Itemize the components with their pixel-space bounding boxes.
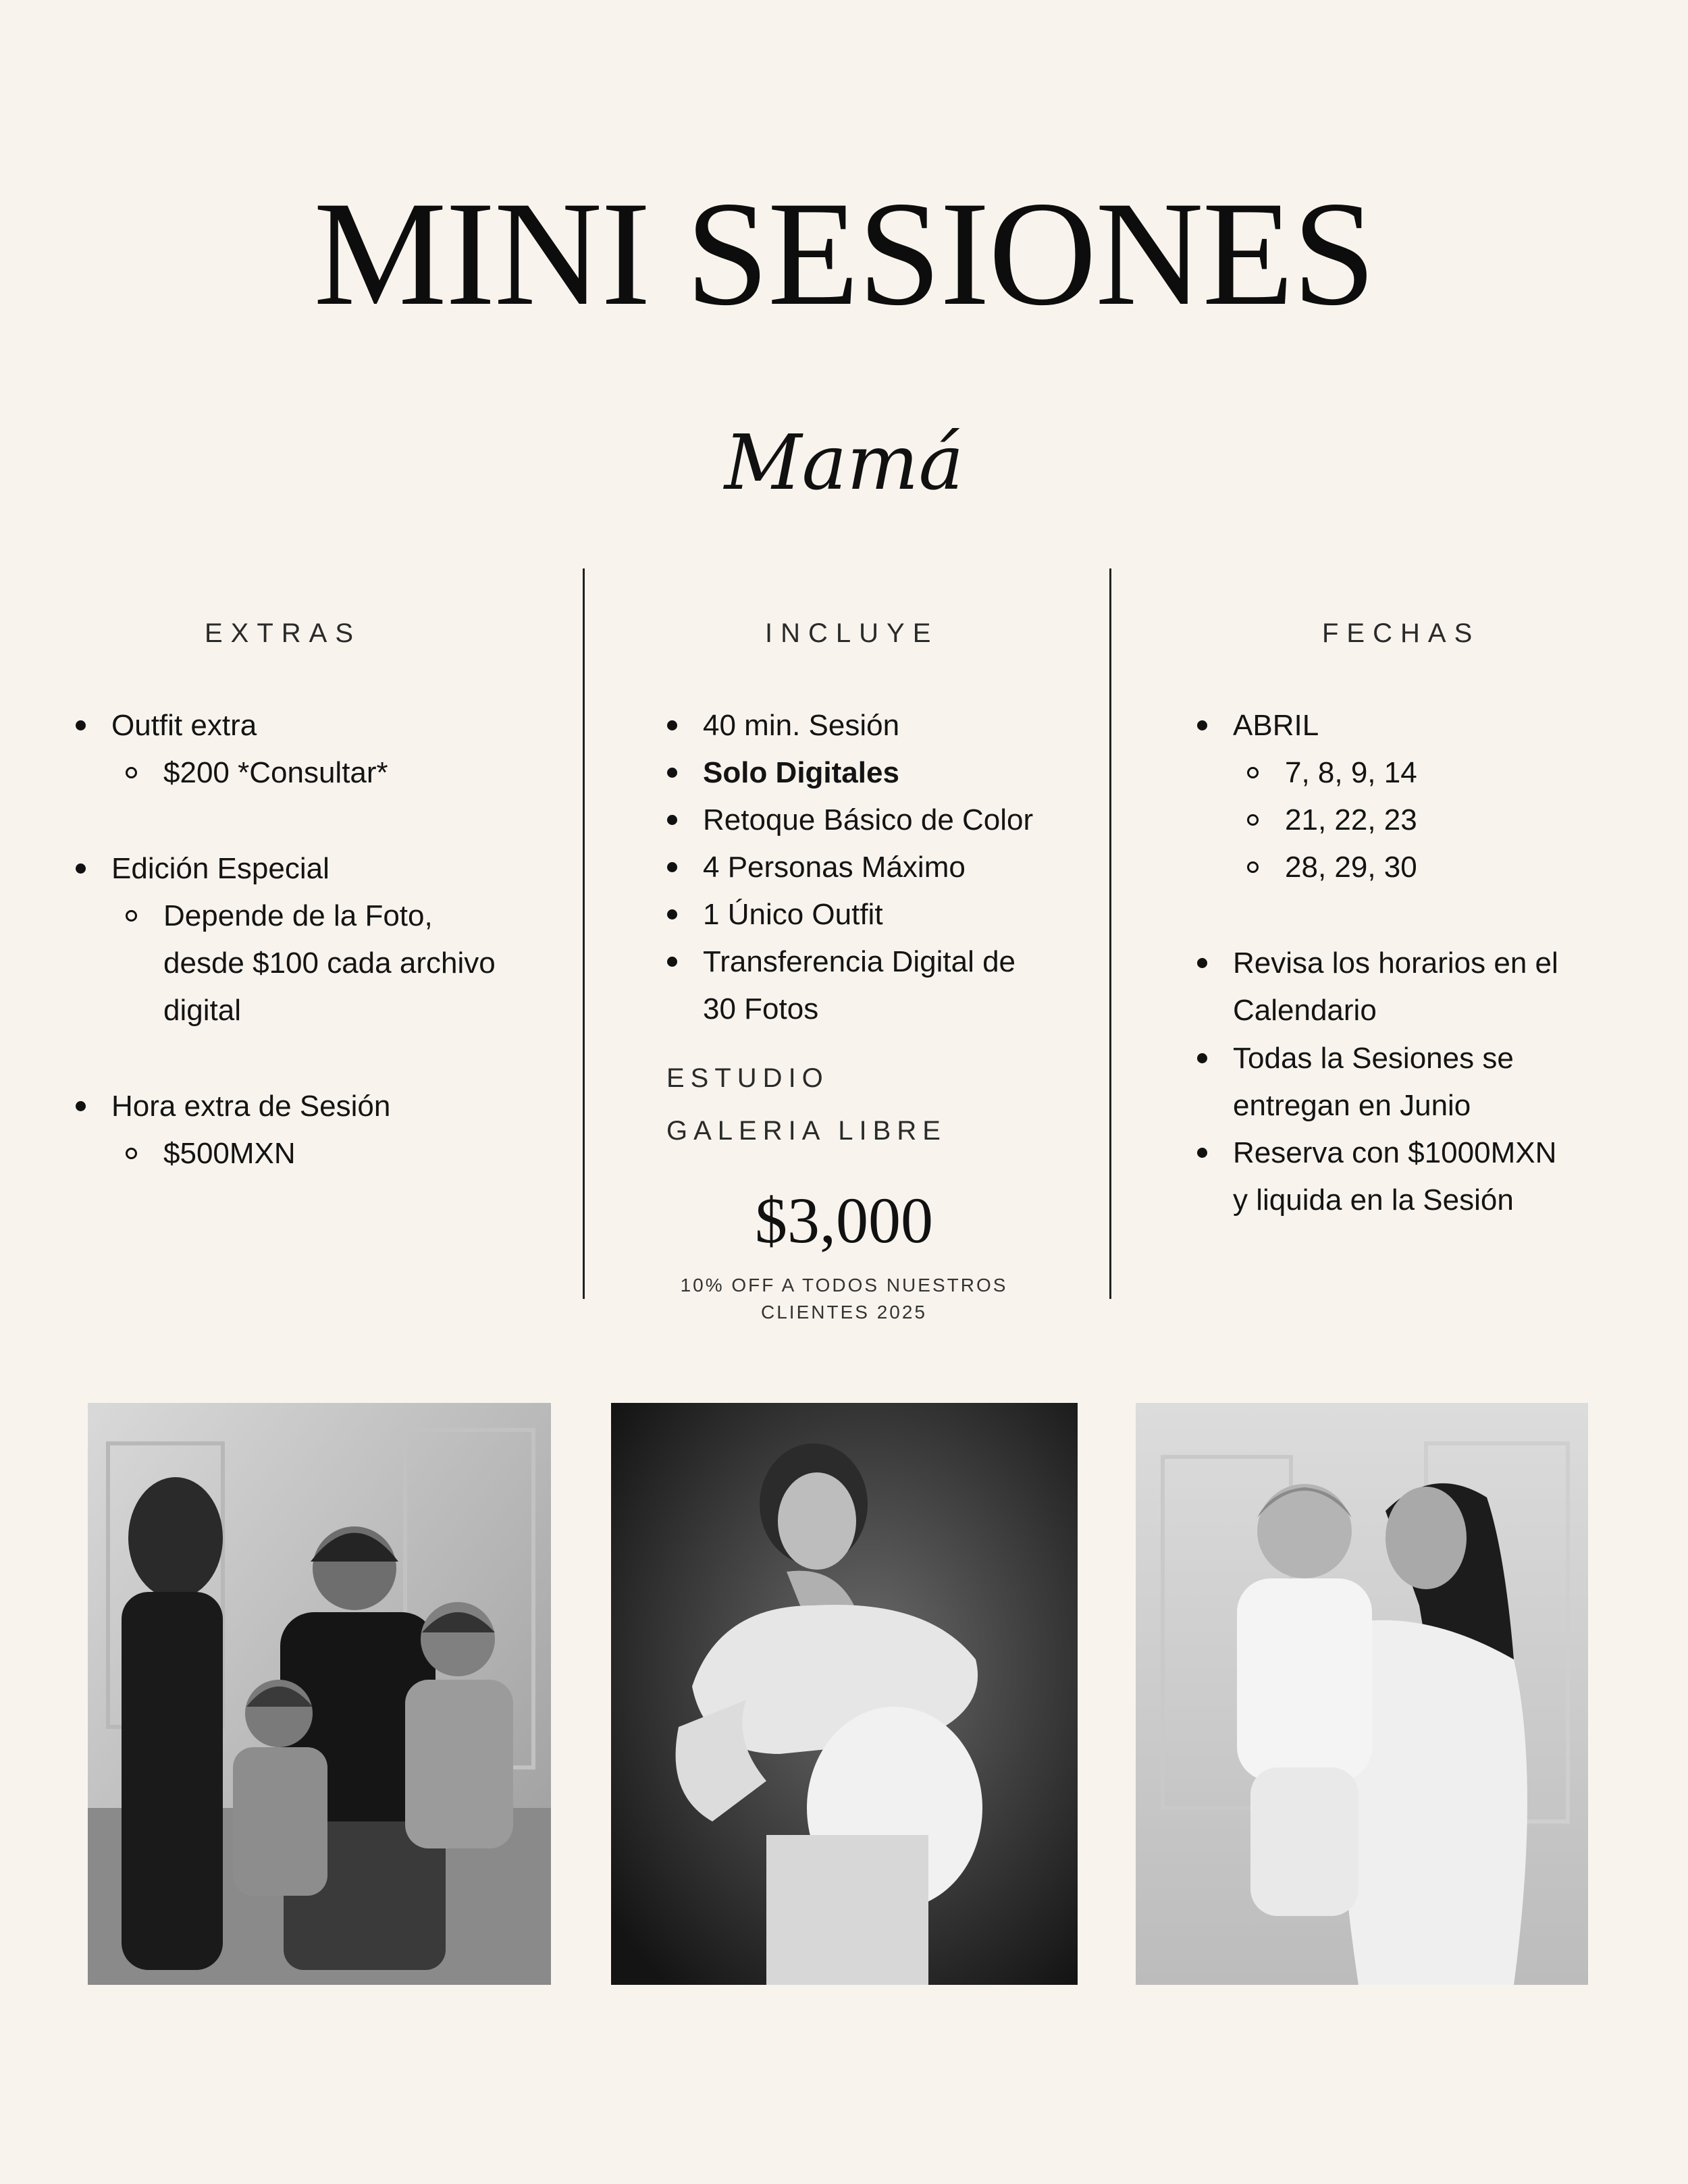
incluye-item: Solo Digitales [703,756,899,789]
extras-heading: EXTRAS [205,618,362,648]
mother-child-photo [1136,1403,1588,1985]
incluye-item: Transferencia Digital de [703,945,1016,978]
extras-subitem: Depende de la Foto, [163,899,433,932]
ring-bullet-icon [1247,814,1259,826]
fechas-dates: 7, 8, 9, 14 [1285,756,1417,789]
bullet-icon [667,768,677,778]
extras-subitem: digital [163,994,241,1027]
bullet-icon [76,863,86,874]
extras-subitem: desde $100 cada archivo [163,947,496,980]
fechas-note: y liquida en la Sesión [1233,1183,1514,1217]
incluye-item: 4 Personas Máximo [703,851,966,884]
maternity-photo [611,1403,1078,1985]
bullet-icon [76,1101,86,1111]
fechas-heading: FECHAS [1322,618,1481,648]
bullet-icon [1197,958,1207,968]
fechas-month: ABRIL [1233,709,1319,742]
bullet-icon [667,909,677,920]
bullet-icon [667,815,677,825]
bullet-icon [667,862,677,872]
extras-item-label: Outfit extra [111,709,257,742]
bullet-icon [1197,720,1207,730]
bullet-icon [667,957,677,967]
fechas-note: Revisa los horarios en el [1233,947,1558,980]
family-photo [88,1403,551,1985]
price: $3,000 [755,1184,933,1256]
bullet-icon [76,720,86,730]
incluye-item-continuation: 30 Fotos [703,992,819,1026]
ring-bullet-icon [1247,767,1259,778]
fechas-note: entregan en Junio [1233,1089,1471,1122]
ring-bullet-icon [1247,861,1259,873]
discount-line: CLIENTES 2025 [761,1302,927,1323]
fechas-note: Todas la Sesiones se [1233,1042,1514,1075]
fechas-note: Reserva con $1000MXN [1233,1136,1557,1169]
ring-bullet-icon [126,767,137,778]
bullet-icon [1197,1148,1207,1158]
bullet-icon [1197,1053,1207,1063]
incluye-item: Retoque Básico de Color [703,803,1034,836]
page-title: MINI SESIONES [313,171,1375,337]
fechas-dates: 28, 29, 30 [1285,851,1417,884]
bullet-icon [667,720,677,730]
fechas-note: Calendario [1233,994,1377,1027]
discount-line: 10% OFF A TODOS NUESTROS [680,1275,1008,1296]
page-subtitle: Mamá [724,419,964,507]
galeria-label: GALERIA LIBRE [666,1116,947,1146]
incluye-item: 1 Único Outfit [703,898,883,931]
ring-bullet-icon [126,910,137,922]
extras-subitem: $500MXN [163,1137,296,1170]
extras-item-label: Hora extra de Sesión [111,1090,391,1123]
incluye-heading: INCLUYE [765,618,939,648]
ring-bullet-icon [126,1148,137,1159]
incluye-item: 40 min. Sesión [703,709,900,742]
fechas-dates: 21, 22, 23 [1285,803,1417,836]
estudio-label: ESTUDIO [666,1063,829,1093]
extras-subitem: $200 *Consultar* [163,756,388,789]
discount-note [608,1272,1080,1326]
extras-item-label: Edición Especial [111,852,329,885]
